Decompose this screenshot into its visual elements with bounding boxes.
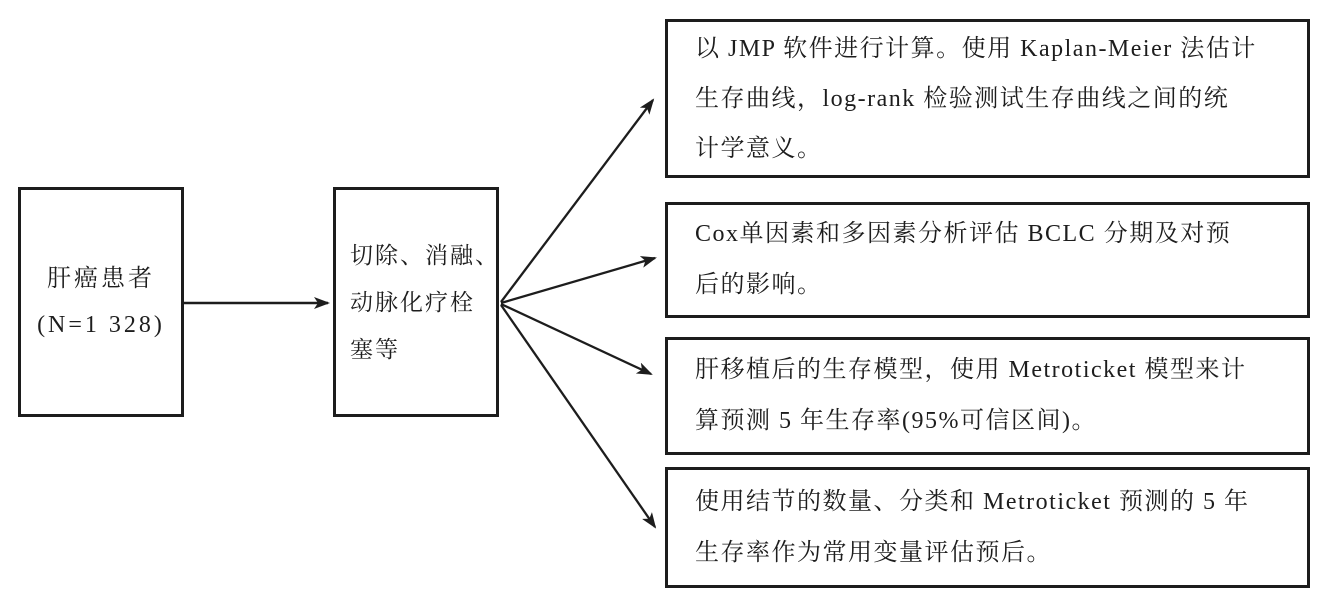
analysis-box-metroticket-model: [665, 337, 1310, 455]
treatment-box-line-1: 切除、消融、: [350, 242, 500, 268]
analysis-box-variables: [665, 467, 1310, 588]
analysis-box-4-line-2: 生存率作为常用变量评估预后。: [695, 539, 1052, 566]
patients-box-line-2: (N=1 328): [37, 312, 165, 338]
arrow-treatment-to-analysis-1: [501, 100, 653, 302]
analysis-box-1-line-3: 计学意义。: [695, 135, 823, 162]
treatment-box: [333, 187, 499, 417]
analysis-box-2-line-2: 后的影响。: [695, 272, 823, 298]
analysis-box-statistics: [665, 19, 1310, 178]
analysis-box-3-line-2: 算预测 5 年生存率(95%可信区间)。: [695, 408, 1097, 434]
analysis-box-1-line-2: 生存曲线，log-rank 检验测试生存曲线之间的统: [695, 85, 1230, 112]
analysis-box-cox: [665, 202, 1310, 318]
analysis-box-2-line-1: Cox单因素和多因素分析评估 BCLC 分期及对预: [695, 221, 1232, 247]
analysis-box-1-line-1: 以 JMP 软件进行计算。使用 Kaplan-Meier 法估计: [695, 35, 1257, 62]
treatment-box-line-2: 动脉化疗栓: [350, 289, 475, 315]
patients-box: [18, 187, 184, 417]
arrow-treatment-to-analysis-4: [501, 305, 655, 527]
patients-box-line-1: 肝癌患者: [47, 266, 155, 292]
treatment-box-line-3: 塞等: [350, 336, 400, 362]
analysis-box-4-line-1: 使用结节的数量、分类和 Metroticket 预测的 5 年: [695, 488, 1250, 515]
analysis-box-3-line-1: 肝移植后的生存模型，使用 Metroticket 模型来计: [695, 357, 1247, 383]
arrow-treatment-to-analysis-2: [501, 258, 655, 303]
